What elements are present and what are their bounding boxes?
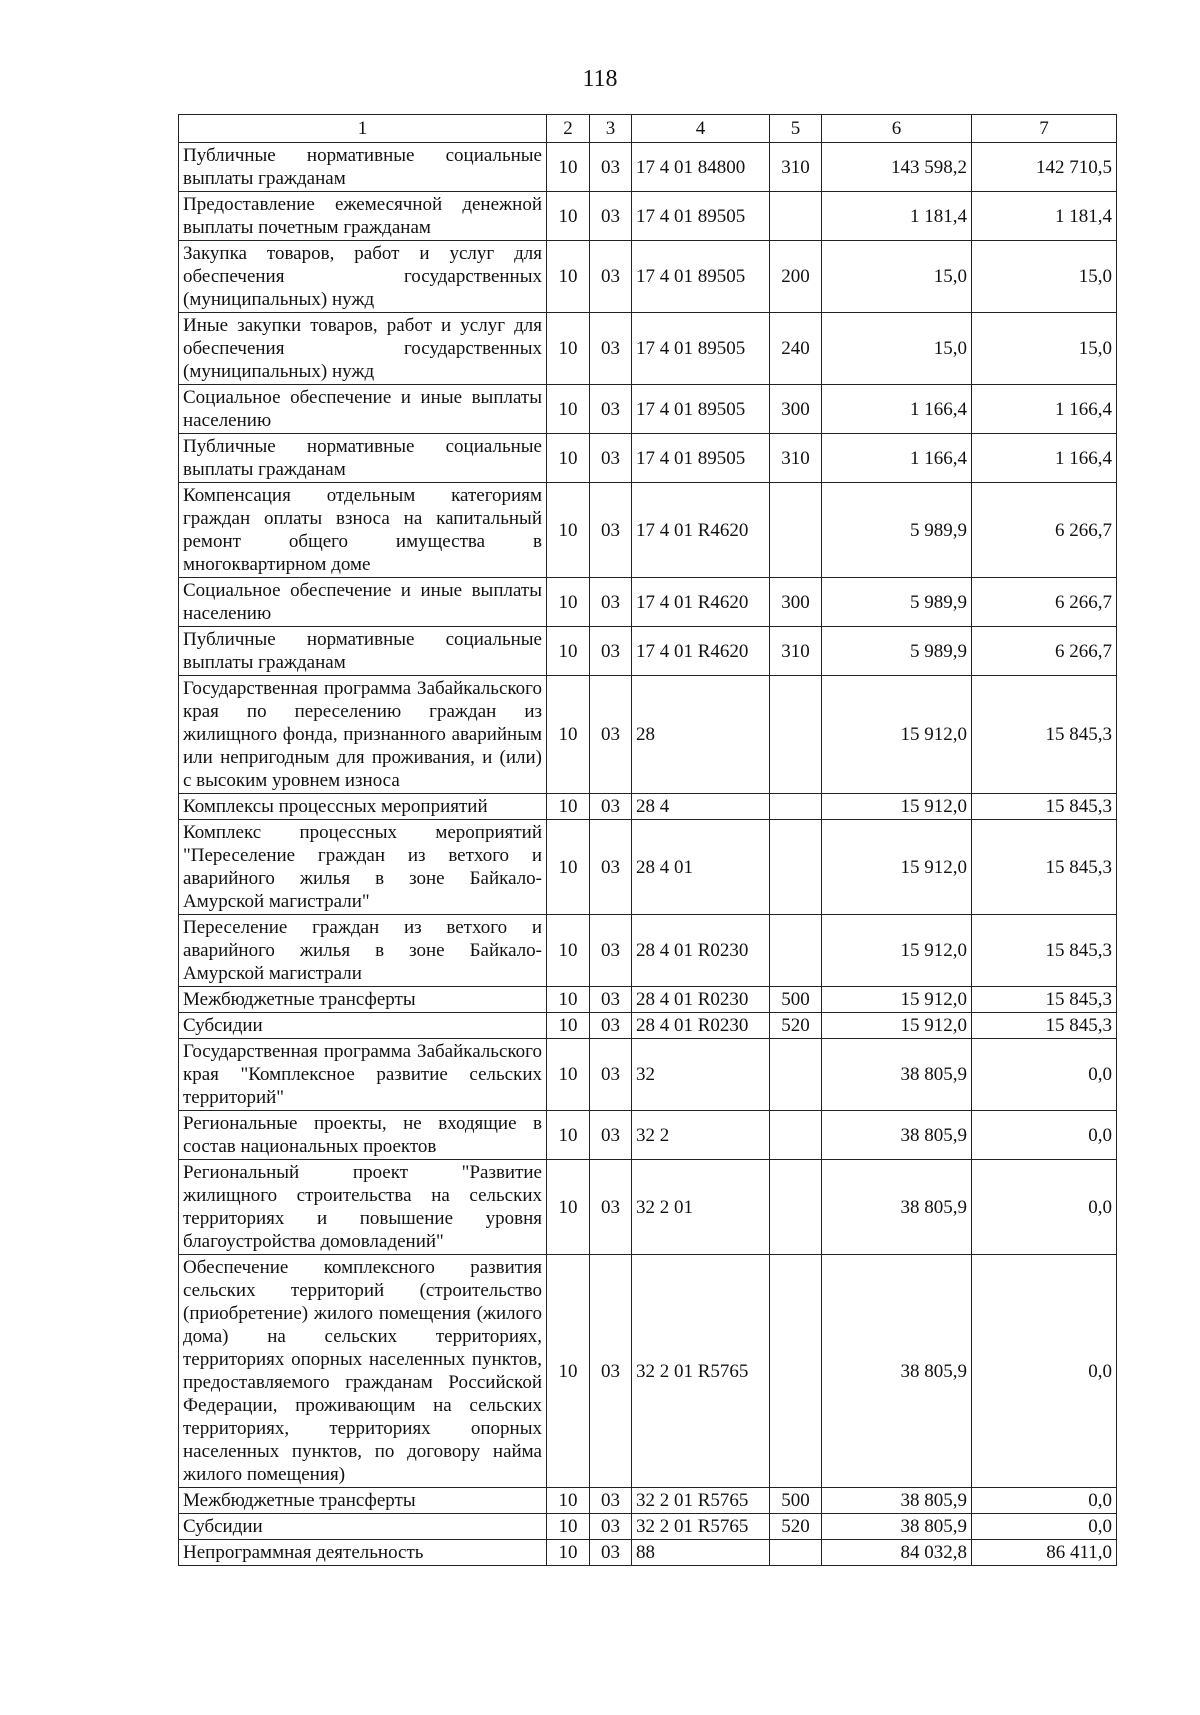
target-code-cell: 32 2 01 R5765 [632,1488,770,1514]
table-row [179,313,1117,385]
row-name-cell: Социальное обеспечение и иные выплаты населению [179,385,547,434]
row-name-cell: Закупка товаров, работ и услуг для обеспечения государственных (муниципальных) нужд [179,241,547,313]
target-code-cell: 32 [632,1039,770,1111]
section-cell: 10 [547,241,590,313]
row-name-cell: Публичные нормативные социальные выплаты гражданам [179,627,547,676]
target-code-cell: 28 4 01 R0230 [632,987,770,1013]
amount-year2-cell: 15 845,3 [972,794,1117,820]
table-row [179,676,1117,794]
table-row [179,192,1117,241]
section-cell: 10 [547,1488,590,1514]
amount-year1-cell: 5 989,9 [822,483,972,578]
target-code-cell: 17 4 01 89505 [632,192,770,241]
expense-type-cell: 520 [770,1514,822,1540]
amount-year2-cell: 15 845,3 [972,1013,1117,1039]
section-cell: 10 [547,915,590,987]
target-code-cell: 32 2 01 R5765 [632,1514,770,1540]
expense-type-cell [770,192,822,241]
row-name-cell: Региональные проекты, не входящие в состав национальных проектов [179,1111,547,1160]
table-row [179,820,1117,915]
amount-year2-cell: 0,0 [972,1255,1117,1488]
target-code-cell: 88 [632,1540,770,1566]
expense-type-cell [770,676,822,794]
section-cell: 10 [547,434,590,483]
target-code-cell: 17 4 01 84800 [632,143,770,192]
subsection-cell: 03 [590,1255,632,1488]
amount-year1-cell: 15,0 [822,313,972,385]
row-name-cell: Государственная программа Забайкальского края по переселению граждан из жилищного фонда, признанного аварийным или непригодным для проживания, и (или) с высоким уровнем износа [179,676,547,794]
row-name-cell: Государственная программа Забайкальского края "Комплексное развитие сельских территорий" [179,1039,547,1111]
table-row [179,1160,1117,1255]
amount-year1-cell: 84 032,8 [822,1540,972,1566]
expense-type-cell: 300 [770,385,822,434]
row-name-cell: Переселение граждан из ветхого и аварийного жилья в зоне Байкало-Амурской магистрали [179,915,547,987]
row-name-cell: Региональный проект "Развитие жилищного строительства на сельских территориях и повышение уровня благоустройства домовладений" [179,1160,547,1255]
table-row [179,1540,1117,1566]
expense-type-cell [770,1160,822,1255]
target-code-cell: 17 4 01 89505 [632,241,770,313]
row-name-cell: Межбюджетные трансферты [179,987,547,1013]
row-name-cell: Публичные нормативные социальные выплаты гражданам [179,143,547,192]
amount-year2-cell: 1 166,4 [972,385,1117,434]
expense-type-cell: 310 [770,627,822,676]
table-row [179,1488,1117,1514]
expense-type-cell: 300 [770,578,822,627]
page-number: 118 [582,66,618,92]
amount-year2-cell: 142 710,5 [972,143,1117,192]
table-row [179,794,1117,820]
table-row [179,578,1117,627]
section-cell: 10 [547,1514,590,1540]
amount-year1-cell: 1 181,4 [822,192,972,241]
header-cell: 3 [590,115,632,143]
subsection-cell: 03 [590,794,632,820]
subsection-cell: 03 [590,676,632,794]
amount-year2-cell: 15 845,3 [972,820,1117,915]
expense-type-cell [770,794,822,820]
table-row [179,1255,1117,1488]
row-name-cell: Субсидии [179,1514,547,1540]
subsection-cell: 03 [590,1160,632,1255]
table-row [179,385,1117,434]
section-cell: 10 [547,794,590,820]
header-cell: 7 [972,115,1117,143]
target-code-cell: 28 4 01 R0230 [632,1013,770,1039]
section-cell: 10 [547,1013,590,1039]
amount-year1-cell: 38 805,9 [822,1255,972,1488]
target-code-cell: 17 4 01 R4620 [632,627,770,676]
subsection-cell: 03 [590,1039,632,1111]
amount-year2-cell: 0,0 [972,1111,1117,1160]
section-cell: 10 [547,676,590,794]
expense-type-cell [770,915,822,987]
amount-year2-cell: 0,0 [972,1160,1117,1255]
target-code-cell: 17 4 01 89505 [632,313,770,385]
target-code-cell: 28 4 01 R0230 [632,915,770,987]
amount-year1-cell: 15 912,0 [822,794,972,820]
section-cell: 10 [547,143,590,192]
row-name-cell: Публичные нормативные социальные выплаты гражданам [179,434,547,483]
amount-year1-cell: 15 912,0 [822,1013,972,1039]
subsection-cell: 03 [590,1013,632,1039]
subsection-cell: 03 [590,627,632,676]
amount-year2-cell: 15,0 [972,241,1117,313]
subsection-cell: 03 [590,241,632,313]
amount-year1-cell: 38 805,9 [822,1039,972,1111]
target-code-cell: 17 4 01 89505 [632,434,770,483]
row-name-cell: Субсидии [179,1013,547,1039]
section-cell: 10 [547,1160,590,1255]
row-name-cell: Предоставление ежемесячной денежной выплаты почетным гражданам [179,192,547,241]
header-row [179,115,1117,143]
amount-year1-cell: 38 805,9 [822,1514,972,1540]
expense-type-cell [770,1039,822,1111]
header-cell: 1 [179,115,547,143]
amount-year1-cell: 5 989,9 [822,578,972,627]
target-code-cell: 17 4 01 R4620 [632,578,770,627]
amount-year1-cell: 15 912,0 [822,676,972,794]
table-row [179,627,1117,676]
row-name-cell: Межбюджетные трансферты [179,1488,547,1514]
table-row [179,434,1117,483]
expense-type-cell [770,483,822,578]
amount-year2-cell: 15 845,3 [972,676,1117,794]
section-cell: 10 [547,385,590,434]
target-code-cell: 32 2 [632,1111,770,1160]
section-cell: 10 [547,820,590,915]
amount-year2-cell: 0,0 [972,1488,1117,1514]
target-code-cell: 17 4 01 R4620 [632,483,770,578]
target-code-cell: 28 4 01 [632,820,770,915]
header-cell: 4 [632,115,770,143]
section-cell: 10 [547,987,590,1013]
section-cell: 10 [547,192,590,241]
table-row [179,143,1117,192]
subsection-cell: 03 [590,915,632,987]
subsection-cell: 03 [590,1488,632,1514]
subsection-cell: 03 [590,1514,632,1540]
subsection-cell: 03 [590,192,632,241]
section-cell: 10 [547,1540,590,1566]
table-row [179,1039,1117,1111]
subsection-cell: 03 [590,820,632,915]
target-code-cell: 17 4 01 89505 [632,385,770,434]
header-cell: 5 [770,115,822,143]
section-cell: 10 [547,1111,590,1160]
section-cell: 10 [547,578,590,627]
expense-type-cell: 310 [770,434,822,483]
amount-year2-cell: 6 266,7 [972,627,1117,676]
subsection-cell: 03 [590,385,632,434]
subsection-cell: 03 [590,578,632,627]
subsection-cell: 03 [590,987,632,1013]
table-row [179,915,1117,987]
amount-year2-cell: 6 266,7 [972,483,1117,578]
budget-table [178,114,1117,1566]
amount-year1-cell: 38 805,9 [822,1160,972,1255]
amount-year2-cell: 1 166,4 [972,434,1117,483]
amount-year1-cell: 5 989,9 [822,627,972,676]
expense-type-cell: 200 [770,241,822,313]
subsection-cell: 03 [590,1111,632,1160]
header-cell: 2 [547,115,590,143]
section-cell: 10 [547,1039,590,1111]
amount-year1-cell: 38 805,9 [822,1111,972,1160]
section-cell: 10 [547,627,590,676]
row-name-cell: Комплекс процессных мероприятий "Переселение граждан из ветхого и аварийного жилья в зоне Байкало-Амурской магистрали" [179,820,547,915]
expense-type-cell [770,820,822,915]
table-row [179,483,1117,578]
target-code-cell: 28 [632,676,770,794]
amount-year2-cell: 6 266,7 [972,578,1117,627]
table-row [179,1013,1117,1039]
table-row [179,1514,1117,1540]
subsection-cell: 03 [590,313,632,385]
subsection-cell: 03 [590,1540,632,1566]
expense-type-cell [770,1255,822,1488]
section-cell: 10 [547,1255,590,1488]
row-name-cell: Иные закупки товаров, работ и услуг для обеспечения государственных (муниципальных) нужд [179,313,547,385]
amount-year2-cell: 15 845,3 [972,915,1117,987]
target-code-cell: 32 2 01 R5765 [632,1255,770,1488]
row-name-cell: Обеспечение комплексного развития сельских территорий (строительство (приобретение) жилого помещения (жилого дома) на сельских территориях, территориях опорных населенных пунктов, предоставляемого гражданам Российской Федерации, проживающим на сельских территориях, территориях опорных населенных пунктов, по договору найма жилого помещения) [179,1255,547,1488]
amount-year1-cell: 15 912,0 [822,915,972,987]
target-code-cell: 32 2 01 [632,1160,770,1255]
expense-type-cell: 310 [770,143,822,192]
amount-year2-cell: 15,0 [972,313,1117,385]
subsection-cell: 03 [590,434,632,483]
amount-year2-cell: 15 845,3 [972,987,1117,1013]
subsection-cell: 03 [590,143,632,192]
table-row [179,1111,1117,1160]
row-name-cell: Социальное обеспечение и иные выплаты населению [179,578,547,627]
expense-type-cell: 520 [770,1013,822,1039]
amount-year1-cell: 15 912,0 [822,987,972,1013]
amount-year2-cell: 0,0 [972,1039,1117,1111]
amount-year1-cell: 1 166,4 [822,385,972,434]
target-code-cell: 28 4 [632,794,770,820]
amount-year1-cell: 15 912,0 [822,820,972,915]
section-cell: 10 [547,483,590,578]
amount-year1-cell: 1 166,4 [822,434,972,483]
subsection-cell: 03 [590,483,632,578]
amount-year2-cell: 0,0 [972,1514,1117,1540]
amount-year2-cell: 86 411,0 [972,1540,1117,1566]
amount-year2-cell: 1 181,4 [972,192,1117,241]
row-name-cell: Компенсация отдельным категориям граждан оплаты взноса на капитальный ремонт общего имущества в многоквартирном доме [179,483,547,578]
row-name-cell: Комплексы процессных мероприятий [179,794,547,820]
table-row [179,987,1117,1013]
expense-type-cell: 500 [770,987,822,1013]
expense-type-cell: 240 [770,313,822,385]
table-row [179,241,1117,313]
section-cell: 10 [547,313,590,385]
row-name-cell: Непрограммная деятельность [179,1540,547,1566]
amount-year1-cell: 15,0 [822,241,972,313]
header-cell: 6 [822,115,972,143]
expense-type-cell [770,1540,822,1566]
expense-type-cell: 500 [770,1488,822,1514]
expense-type-cell [770,1111,822,1160]
amount-year1-cell: 38 805,9 [822,1488,972,1514]
amount-year1-cell: 143 598,2 [822,143,972,192]
